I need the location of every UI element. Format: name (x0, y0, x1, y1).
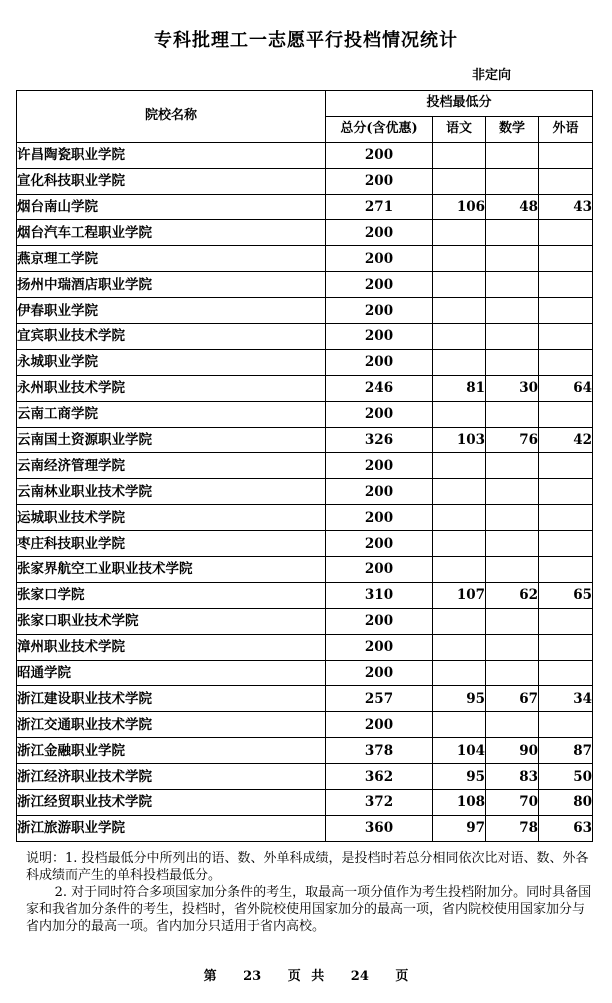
table-row (17, 531, 593, 557)
english-score-cell (539, 272, 593, 298)
total-score-cell: 200 (326, 634, 433, 660)
math-score-cell: 70 (486, 790, 539, 816)
english-score-cell: 43 (539, 194, 593, 220)
chinese-score-cell (433, 712, 486, 738)
math-score-cell (486, 712, 539, 738)
math-score-cell: 83 (486, 764, 539, 790)
table-row (17, 246, 593, 272)
school-name-cell: 运城职业技术学院 (17, 505, 326, 531)
footer-page-label: 第 (203, 969, 217, 984)
table-row (17, 505, 593, 531)
table-row (17, 453, 593, 479)
admission-score-table (16, 90, 593, 842)
math-score-cell (486, 220, 539, 246)
english-score-cell: 64 (539, 375, 593, 401)
header-chinese: 语文 (433, 116, 486, 142)
chinese-score-cell: 107 (433, 582, 486, 608)
chinese-score-cell (433, 505, 486, 531)
notes-section (26, 850, 592, 935)
header-school-name: 院校名称 (17, 91, 326, 143)
table-row (17, 815, 593, 841)
chinese-score-cell: 97 (433, 815, 486, 841)
english-score-cell (539, 220, 593, 246)
math-score-cell (486, 298, 539, 324)
chinese-score-cell: 103 (433, 427, 486, 453)
note-2: 2. 对于同时符合多项国家加分条件的考生，取最高一项分值作为考生投档附加分。同时具备国家和我省加分条件的考生，投档时，省外院校使用国家加分的最高一项，省内院校使用国家加分与省内加分的最高一项。省内加分只适用于省内高校。 (26, 885, 592, 934)
header-total: 总分(含优惠) (326, 116, 433, 142)
school-name-cell: 张家界航空工业职业技术学院 (17, 557, 326, 583)
school-name-cell: 浙江经贸职业技术学院 (17, 790, 326, 816)
table-row (17, 686, 593, 712)
english-score-cell (539, 453, 593, 479)
math-score-cell (486, 401, 539, 427)
table-row (17, 738, 593, 764)
total-score-cell: 200 (326, 246, 433, 272)
math-score-cell (486, 142, 539, 168)
math-score-cell: 76 (486, 427, 539, 453)
chinese-score-cell: 106 (433, 194, 486, 220)
chinese-score-cell (433, 220, 486, 246)
school-name-cell: 宜宾职业技术学院 (17, 324, 326, 350)
math-score-cell: 90 (486, 738, 539, 764)
math-score-cell: 78 (486, 815, 539, 841)
chinese-score-cell: 104 (433, 738, 486, 764)
page-footer (0, 965, 612, 984)
english-score-cell (539, 298, 593, 324)
table-row (17, 168, 593, 194)
table-row (17, 427, 593, 453)
school-name-cell: 枣庄科技职业学院 (17, 531, 326, 557)
math-score-cell: 48 (486, 194, 539, 220)
school-name-cell: 永城职业学院 (17, 349, 326, 375)
footer-current-page: 23 (243, 969, 262, 984)
english-score-cell (539, 324, 593, 350)
table-row (17, 298, 593, 324)
math-score-cell (486, 557, 539, 583)
math-score-cell (486, 660, 539, 686)
school-name-cell: 烟台南山学院 (17, 194, 326, 220)
chinese-score-cell (433, 246, 486, 272)
table-row (17, 582, 593, 608)
chinese-score-cell (433, 401, 486, 427)
total-score-cell: 326 (326, 427, 433, 453)
chinese-score-cell (433, 453, 486, 479)
footer-mid-label: 页 共 (287, 969, 325, 984)
english-score-cell: 34 (539, 686, 593, 712)
total-score-cell: 200 (326, 505, 433, 531)
school-name-cell: 伊春职业学院 (17, 298, 326, 324)
english-score-cell: 50 (539, 764, 593, 790)
school-name-cell: 漳州职业技术学院 (17, 634, 326, 660)
table-row (17, 764, 593, 790)
english-score-cell: 80 (539, 790, 593, 816)
chinese-score-cell (433, 272, 486, 298)
chinese-score-cell (433, 298, 486, 324)
total-score-cell: 257 (326, 686, 433, 712)
chinese-score-cell (433, 142, 486, 168)
total-score-cell: 200 (326, 349, 433, 375)
math-score-cell (486, 634, 539, 660)
table-row (17, 272, 593, 298)
table-row (17, 608, 593, 634)
math-score-cell (486, 453, 539, 479)
math-score-cell: 30 (486, 375, 539, 401)
school-name-cell: 张家口学院 (17, 582, 326, 608)
english-score-cell (539, 246, 593, 272)
school-name-cell: 宣化科技职业学院 (17, 168, 326, 194)
total-score-cell: 200 (326, 324, 433, 350)
total-score-cell: 372 (326, 790, 433, 816)
plan-type-label: 非定向 (472, 68, 512, 83)
school-name-cell: 浙江旅游职业学院 (17, 815, 326, 841)
chinese-score-cell: 95 (433, 764, 486, 790)
english-score-cell (539, 349, 593, 375)
chinese-score-cell (433, 349, 486, 375)
total-score-cell: 200 (326, 220, 433, 246)
school-name-cell: 浙江经济职业技术学院 (17, 764, 326, 790)
table-row (17, 660, 593, 686)
chinese-score-cell (433, 608, 486, 634)
school-name-cell: 许昌陶瓷职业学院 (17, 142, 326, 168)
math-score-cell (486, 505, 539, 531)
school-name-cell: 云南经济管理学院 (17, 453, 326, 479)
school-name-cell: 浙江交通职业技术学院 (17, 712, 326, 738)
total-score-cell: 200 (326, 608, 433, 634)
english-score-cell (539, 712, 593, 738)
school-name-cell: 扬州中瑞酒店职业学院 (17, 272, 326, 298)
math-score-cell (486, 246, 539, 272)
table-row (17, 194, 593, 220)
table-row (17, 712, 593, 738)
school-name-cell: 张家口职业技术学院 (17, 608, 326, 634)
total-score-cell: 200 (326, 712, 433, 738)
math-score-cell (486, 531, 539, 557)
total-score-cell: 271 (326, 194, 433, 220)
math-score-cell: 67 (486, 686, 539, 712)
english-score-cell (539, 634, 593, 660)
total-score-cell: 200 (326, 142, 433, 168)
school-name-cell: 云南工商学院 (17, 401, 326, 427)
school-name-cell: 永州职业技术学院 (17, 375, 326, 401)
table-row (17, 324, 593, 350)
school-name-cell: 云南林业职业技术学院 (17, 479, 326, 505)
english-score-cell (539, 660, 593, 686)
school-name-cell: 浙江建设职业技术学院 (17, 686, 326, 712)
english-score-cell (539, 142, 593, 168)
header-english: 外语 (539, 116, 593, 142)
chinese-score-cell (433, 324, 486, 350)
chinese-score-cell (433, 168, 486, 194)
school-name-cell: 云南国土资源职业学院 (17, 427, 326, 453)
chinese-score-cell: 108 (433, 790, 486, 816)
total-score-cell: 378 (326, 738, 433, 764)
math-score-cell (486, 272, 539, 298)
english-score-cell: 42 (539, 427, 593, 453)
table-row (17, 557, 593, 583)
table-row (17, 142, 593, 168)
table-row (17, 790, 593, 816)
school-name-cell: 昭通学院 (17, 660, 326, 686)
chinese-score-cell (433, 634, 486, 660)
total-score-cell: 200 (326, 557, 433, 583)
math-score-cell (486, 168, 539, 194)
table-row (17, 401, 593, 427)
total-score-cell: 200 (326, 298, 433, 324)
chinese-score-cell (433, 660, 486, 686)
english-score-cell (539, 168, 593, 194)
total-score-cell: 200 (326, 453, 433, 479)
english-score-cell: 87 (539, 738, 593, 764)
math-score-cell (486, 608, 539, 634)
english-score-cell: 63 (539, 815, 593, 841)
total-score-cell: 200 (326, 401, 433, 427)
total-score-cell: 362 (326, 764, 433, 790)
note-1: 说明：1. 投档最低分中所列出的语、数、外单科成绩，是投档时若总分相同依次比对语、数、外各科成绩而产生的单科投档最低分。 (26, 851, 589, 883)
table-row (17, 479, 593, 505)
math-score-cell (486, 479, 539, 505)
total-score-cell: 200 (326, 168, 433, 194)
total-score-cell: 200 (326, 531, 433, 557)
total-score-cell: 310 (326, 582, 433, 608)
footer-end-label: 页 (395, 969, 409, 984)
school-name-cell: 烟台汽车工程职业学院 (17, 220, 326, 246)
chinese-score-cell (433, 557, 486, 583)
header-min-score-group: 投档最低分 (326, 91, 593, 117)
chinese-score-cell: 95 (433, 686, 486, 712)
total-score-cell: 360 (326, 815, 433, 841)
english-score-cell (539, 531, 593, 557)
total-score-cell: 246 (326, 375, 433, 401)
english-score-cell (539, 401, 593, 427)
english-score-cell (539, 608, 593, 634)
footer-total-pages: 24 (350, 969, 369, 984)
chinese-score-cell: 81 (433, 375, 486, 401)
math-score-cell (486, 349, 539, 375)
math-score-cell (486, 324, 539, 350)
page-title: 专科批理工一志愿平行投档情况统计 (154, 30, 458, 51)
total-score-cell: 200 (326, 479, 433, 505)
table-row (17, 349, 593, 375)
table-row (17, 634, 593, 660)
table-row (17, 220, 593, 246)
table-row (17, 375, 593, 401)
header-math: 数学 (486, 116, 539, 142)
school-name-cell: 浙江金融职业学院 (17, 738, 326, 764)
chinese-score-cell (433, 479, 486, 505)
school-name-cell: 燕京理工学院 (17, 246, 326, 272)
english-score-cell (539, 505, 593, 531)
total-score-cell: 200 (326, 272, 433, 298)
english-score-cell (539, 557, 593, 583)
math-score-cell: 62 (486, 582, 539, 608)
total-score-cell: 200 (326, 660, 433, 686)
english-score-cell (539, 479, 593, 505)
english-score-cell: 65 (539, 582, 593, 608)
chinese-score-cell (433, 531, 486, 557)
